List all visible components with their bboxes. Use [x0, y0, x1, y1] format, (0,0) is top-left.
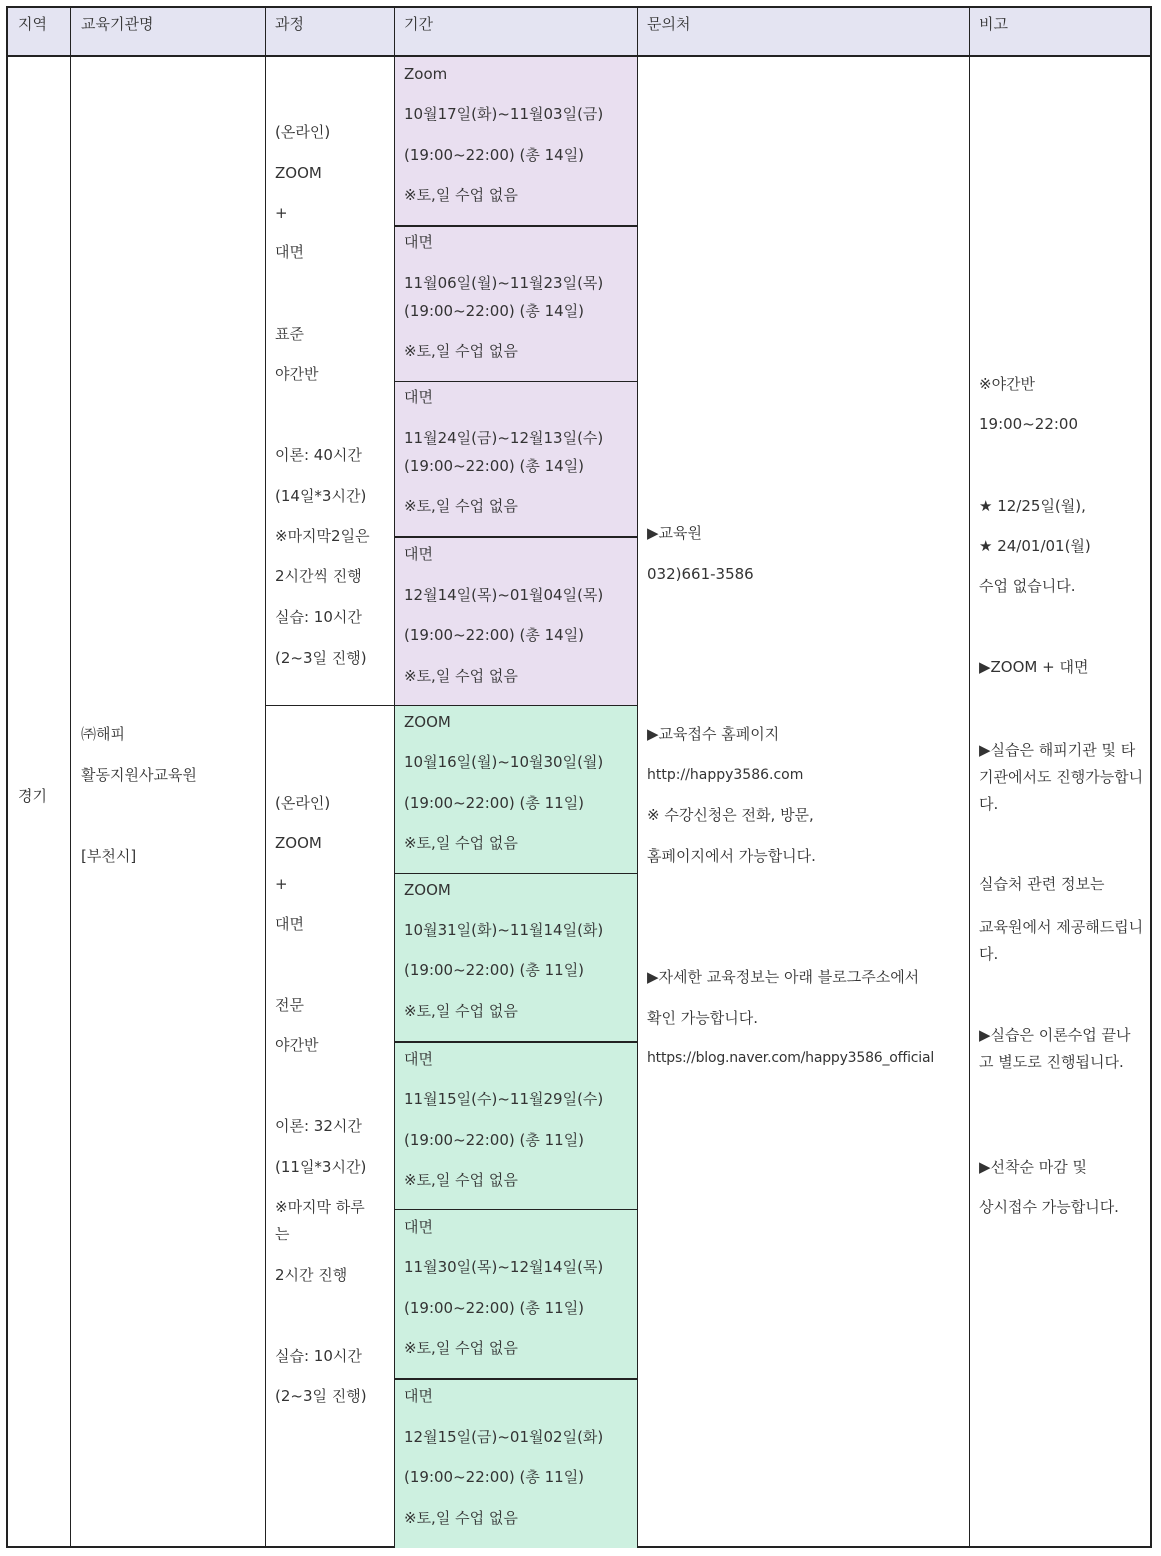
period-time: (19:00~22:00) (총 11일)	[404, 1299, 585, 1317]
period-dates: 10월16일(월)~10월30일(월)	[404, 753, 604, 771]
period-note: ※토,일 수업 없음	[404, 497, 518, 515]
course-standard-line: ZOOM	[275, 164, 322, 182]
period-mode: 대면	[404, 388, 433, 406]
remark-first-come: ▶선착순 마감 및	[979, 1158, 1088, 1176]
course-standard-line: 2시간씩 진행	[275, 567, 362, 585]
period-time: (19:00~22:00) (총 11일)	[404, 1468, 585, 1486]
period-dates: 11월30일(목)~12월14일(목)	[404, 1258, 604, 1276]
course-expert-line: 야간반	[275, 1036, 319, 1054]
course-expert-line: (11일*3시간)	[275, 1158, 367, 1176]
contact-phone-label: ▶교육원	[647, 524, 703, 542]
course-standard-line: (2~3일 진행)	[275, 649, 367, 667]
course-standard-line: ※마지막2일은	[275, 527, 370, 545]
course-standard-line: 표준	[275, 325, 304, 343]
remark-night-time: 19:00~22:00	[979, 415, 1079, 433]
institution-line-1: ㈜해피	[81, 725, 125, 743]
period-time: (19:00~22:00) (총 14일)	[404, 302, 585, 320]
schedule-table	[6, 6, 1152, 1548]
course-standard-line: 야간반	[275, 365, 319, 383]
remark-practice: ▶실습은 해피기관 및 타기관에서도 진행가능합니다.	[979, 741, 1144, 813]
remark-first-come: 상시접수 가능합니다.	[979, 1198, 1119, 1216]
course-expert-line: (2~3일 진행)	[275, 1387, 367, 1405]
period-time: (19:00~22:00) (총 14일)	[404, 457, 585, 475]
institution-line-2: 활동지원사교육원	[81, 766, 197, 784]
header-contact: 문의처	[647, 15, 691, 33]
remark-mode: ▶ZOOM + 대면	[979, 658, 1089, 676]
contact-blog-note: 확인 가능합니다.	[647, 1009, 758, 1027]
course-expert-line: 는	[275, 1225, 290, 1243]
period-note: ※토,일 수업 없음	[404, 1171, 518, 1189]
period-mode: 대면	[404, 233, 433, 251]
period-mode: 대면	[404, 1050, 433, 1068]
remark-holiday: ★ 24/01/01(월)	[979, 537, 1091, 555]
course-standard-line: 대면	[275, 243, 304, 261]
contact-blog-note: ▶자세한 교육정보는 아래 블로그주소에서	[647, 968, 920, 986]
contact-phone[interactable]: 032)661-3586	[647, 565, 754, 583]
period-mode: 대면	[404, 1218, 433, 1236]
contact-homepage-label: ▶교육접수 홈페이지	[647, 725, 780, 743]
period-time: (19:00~22:00) (총 11일)	[404, 1131, 585, 1149]
remark-practice-info: 교육원에서 제공해드립니다.	[979, 918, 1144, 963]
course-standard-line: 실습: 10시간	[275, 608, 362, 626]
course-expert-line: ※마지막 하루	[275, 1198, 365, 1216]
contact-apply-note: ※ 수강신청은 전화, 방문,	[647, 806, 814, 824]
period-dates: 11월15일(수)~11월29일(수)	[404, 1090, 604, 1108]
course-expert-line: +	[275, 875, 288, 893]
course-expert-line: 대면	[275, 915, 304, 933]
period-dates: 10월17일(화)~11월03일(금)	[404, 105, 604, 123]
course-standard-line: (온라인)	[275, 123, 331, 141]
period-note: ※토,일 수업 없음	[404, 1002, 518, 1020]
institution-line-3: [부천시]	[81, 847, 137, 865]
period-time: (19:00~22:00) (총 11일)	[404, 961, 585, 979]
period-note: ※토,일 수업 없음	[404, 834, 518, 852]
region-value: 경기	[18, 787, 47, 805]
period-note: ※토,일 수업 없음	[404, 667, 518, 685]
period-dates: 11월24일(금)~12월13일(수)	[404, 429, 604, 447]
period-time: (19:00~22:00) (총 11일)	[404, 794, 585, 812]
period-mode: 대면	[404, 1387, 433, 1405]
remark-holiday: ★ 12/25일(월),	[979, 497, 1086, 515]
period-note: ※토,일 수업 없음	[404, 342, 518, 360]
period-dates: 12월14일(목)~01월04일(목)	[404, 586, 604, 604]
course-standard-line: 이론: 40시간	[275, 446, 362, 464]
period-dates: 12월15일(금)~01월02일(화)	[404, 1428, 604, 1446]
remark-night-label: ※야간반	[979, 375, 1036, 393]
period-note: ※토,일 수업 없음	[404, 186, 518, 204]
period-mode: Zoom	[404, 65, 448, 83]
period-dates: 10월31일(화)~11월14일(화)	[404, 921, 604, 939]
header-remarks: 비고	[979, 15, 1008, 33]
contact-homepage-link[interactable]: http://happy3586.com	[647, 767, 804, 783]
course-standard-line: +	[275, 204, 288, 222]
header-period: 기간	[404, 15, 433, 33]
period-time: (19:00~22:00) (총 14일)	[404, 626, 585, 644]
contact-blog-link[interactable]: https://blog.naver.com/happy3586_official	[647, 1050, 935, 1066]
contact-apply-note: 홈페이지에서 가능합니다.	[647, 847, 816, 865]
remark-practice-separate: ▶실습은 이론수업 끝나고 별도로 진행됩니다.	[979, 1026, 1131, 1071]
period-note: ※토,일 수업 없음	[404, 1509, 518, 1527]
header-course: 과정	[275, 15, 304, 33]
remark-practice-info: 실습처 관련 정보는	[979, 875, 1105, 893]
header-region: 지역	[18, 15, 47, 33]
course-expert-line: 실습: 10시간	[275, 1347, 362, 1365]
remark-holiday: 수업 없습니다.	[979, 577, 1076, 595]
course-expert-line: (온라인)	[275, 794, 331, 812]
course-expert-line: 2시간 진행	[275, 1266, 348, 1284]
course-expert-line: ZOOM	[275, 834, 322, 852]
period-mode: 대면	[404, 545, 433, 563]
course-standard-line: (14일*3시간)	[275, 487, 367, 505]
period-dates: 11월06일(월)~11월23일(목)	[404, 274, 604, 292]
period-mode: ZOOM	[404, 881, 451, 899]
period-note: ※토,일 수업 없음	[404, 1339, 518, 1357]
course-expert-line: 이론: 32시간	[275, 1117, 362, 1135]
course-expert-line: 전문	[275, 996, 304, 1014]
period-time: (19:00~22:00) (총 14일)	[404, 146, 585, 164]
header-institution: 교육기관명	[81, 15, 154, 33]
period-mode: ZOOM	[404, 713, 451, 731]
